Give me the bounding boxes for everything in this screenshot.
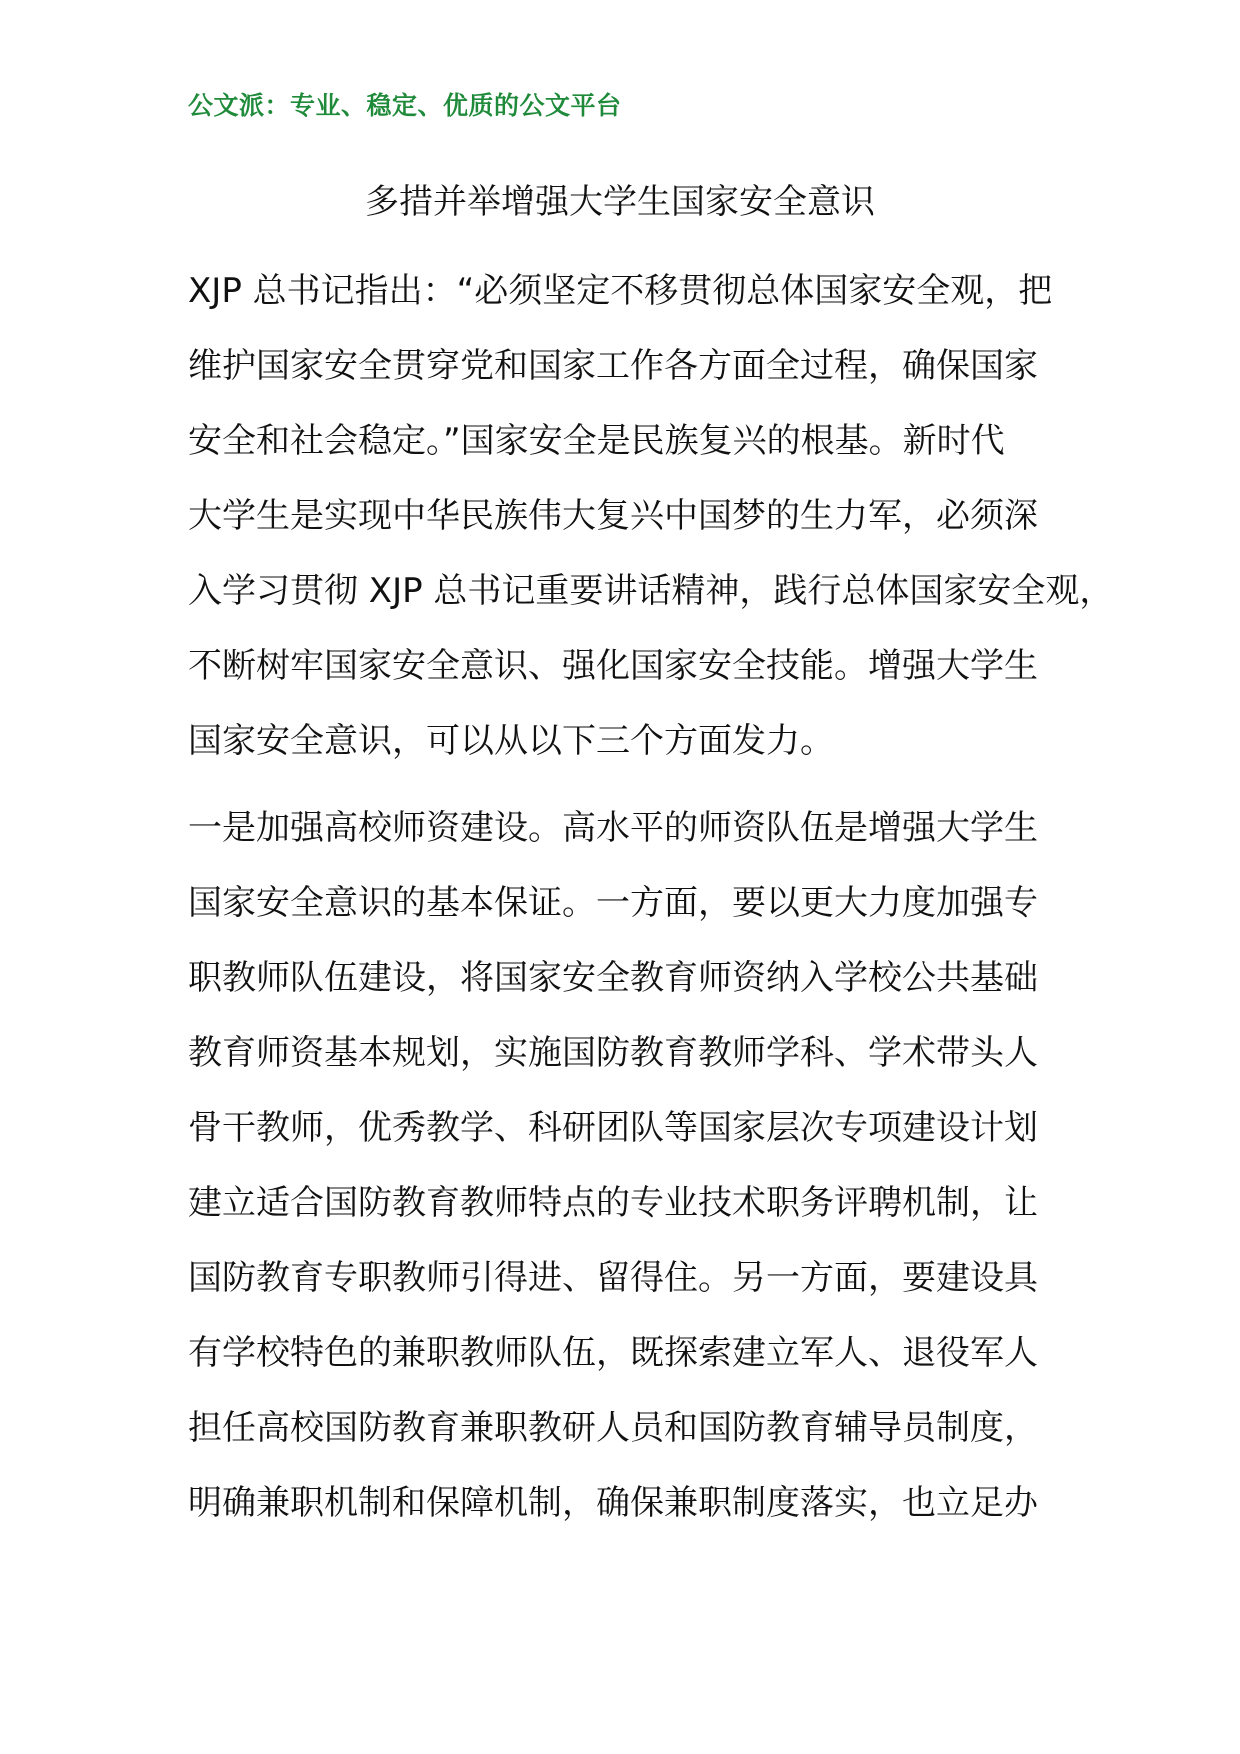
paragraph-line: 国家安全意识的基本保证。一方面，要以更大力度加强专 xyxy=(188,883,1038,923)
paragraph-line: 国防教育专职教师引得进、留得住。另一方面，要建设具 xyxy=(188,1258,1038,1298)
paragraph-line: 明确兼职机制和保障机制，确保兼职制度落实，也立足办 xyxy=(188,1483,1038,1523)
paragraph-line: 建立适合国防教育教师特点的专业技术职务评聘机制，让 xyxy=(188,1183,1038,1223)
paragraph-2 xyxy=(188,791,1088,1616)
paragraph-1 xyxy=(188,254,1114,779)
paragraph-line: 教育师资基本规划，实施国防教育教师学科、学术带头人 xyxy=(188,1033,1038,1073)
platform-header: 公文派：专业、稳定、优质的公文平台 xyxy=(188,91,622,120)
document-title: 多措并举增强大学生国家安全意识 xyxy=(365,182,875,222)
paragraph-line: 担任高校国防教育兼职教研人员和国防教育辅导员制度， xyxy=(188,1408,1038,1448)
paragraph-line: 安全和社会稳定。”国家安全是民族复兴的根基。新时代 xyxy=(188,421,1005,461)
paragraph-line xyxy=(188,1541,1088,1616)
paragraph-line: 国家安全意识，可以从以下三个方面发力。 xyxy=(188,721,834,761)
paragraph-line: 骨干教师，优秀教学、科研团队等国家层次专项建设计划 xyxy=(188,1108,1038,1148)
paragraph-line: 职教师队伍建设，将国家安全教育师资纳入学校公共基础 xyxy=(188,958,1038,998)
paragraph-line: 一是加强高校师资建设。高水平的师资队伍是增强大学生 xyxy=(188,808,1038,848)
paragraph-line: 维护国家安全贯穿党和国家工作各方面全过程，确保国家 xyxy=(188,346,1038,386)
paragraph-line: 不断树牢国家安全意识、强化国家安全技能。增强大学生 xyxy=(188,646,1038,686)
paragraph-line: 有学校特色的兼职教师队伍，既探索建立军人、退役军人 xyxy=(188,1333,1038,1373)
paragraph-line: XJP 总书记指出：“必须坚定不移贯彻总体国家安全观，把 xyxy=(188,271,1053,311)
paragraph-line: 入学习贯彻 XJP 总书记重要讲话精神，践行总体国家安全观， xyxy=(188,571,1114,611)
paragraph-line: 大学生是实现中华民族伟大复兴中国梦的生力军，必须深 xyxy=(188,496,1038,536)
